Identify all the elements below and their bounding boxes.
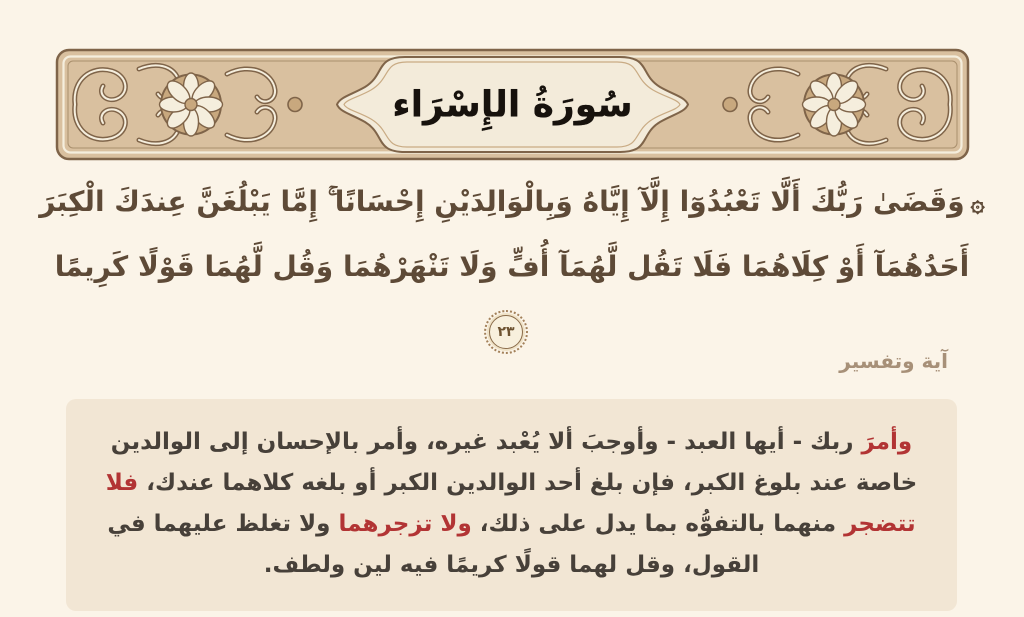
tafsir-segment: منهما بالتفوُّه بما يدل على ذلك، — [471, 511, 845, 537]
verse-line-1-text: وَقَضَىٰ رَبُّكَ أَلَّا تَعْبُدُوٓا إِلَّآ إِيَّاهُ وَبِالْوَالِدَيْنِ إِحْسَانًا ۚ إِمَّا يَبْلُغَنَّ عِندَكَ الْكِبَرَ — [39, 185, 965, 218]
surah-title: سُورَةُ الإِسْرَاء — [392, 84, 633, 125]
verse-line-2-text: أَحَدُهُمَآ أَوْ كِلَاهُمَا فَلَا تَقُل لَّهُمَآ أُفٍّ وَلَا تَنْهَرْهُمَا وَقُل لَّهُمَا قَوْلًا كَرِيمًا — [54, 250, 970, 283]
verse-block — [38, 170, 986, 363]
tafsir-box — [66, 399, 957, 611]
ayah-number: ٢٣ — [497, 324, 515, 340]
verse-line-1 — [38, 170, 986, 235]
verse-line-2 — [38, 235, 986, 363]
section-label: آية وتفسير — [839, 349, 948, 373]
tafsir-highlight: فلا تتضجر — [105, 470, 916, 537]
ayah-number-medallion — [489, 315, 523, 349]
tafsir-highlight: وأمرَ — [861, 429, 913, 455]
tafsir-highlight: ولا تزجرهما — [338, 511, 472, 537]
tafsir-text — [96, 422, 927, 586]
tafsir-segment: ربك - أيها العبد - وأوجبَ ألا يُعْبد غيره، وأمر بالإحسان إلى الوالدين خاصة عند بلوغ الكبر، فإن بلغ أحد الوالدين الكبر أو بلغه كلاهما عندك، — [110, 429, 918, 496]
surah-header-frame — [55, 48, 970, 161]
tafsir-segment: ولا تغلظ عليهما في القول، وقل لهما قولًا كريمًا فيه لين ولطف. — [107, 511, 760, 578]
rub-el-hizb-icon: ۞ — [970, 189, 985, 217]
